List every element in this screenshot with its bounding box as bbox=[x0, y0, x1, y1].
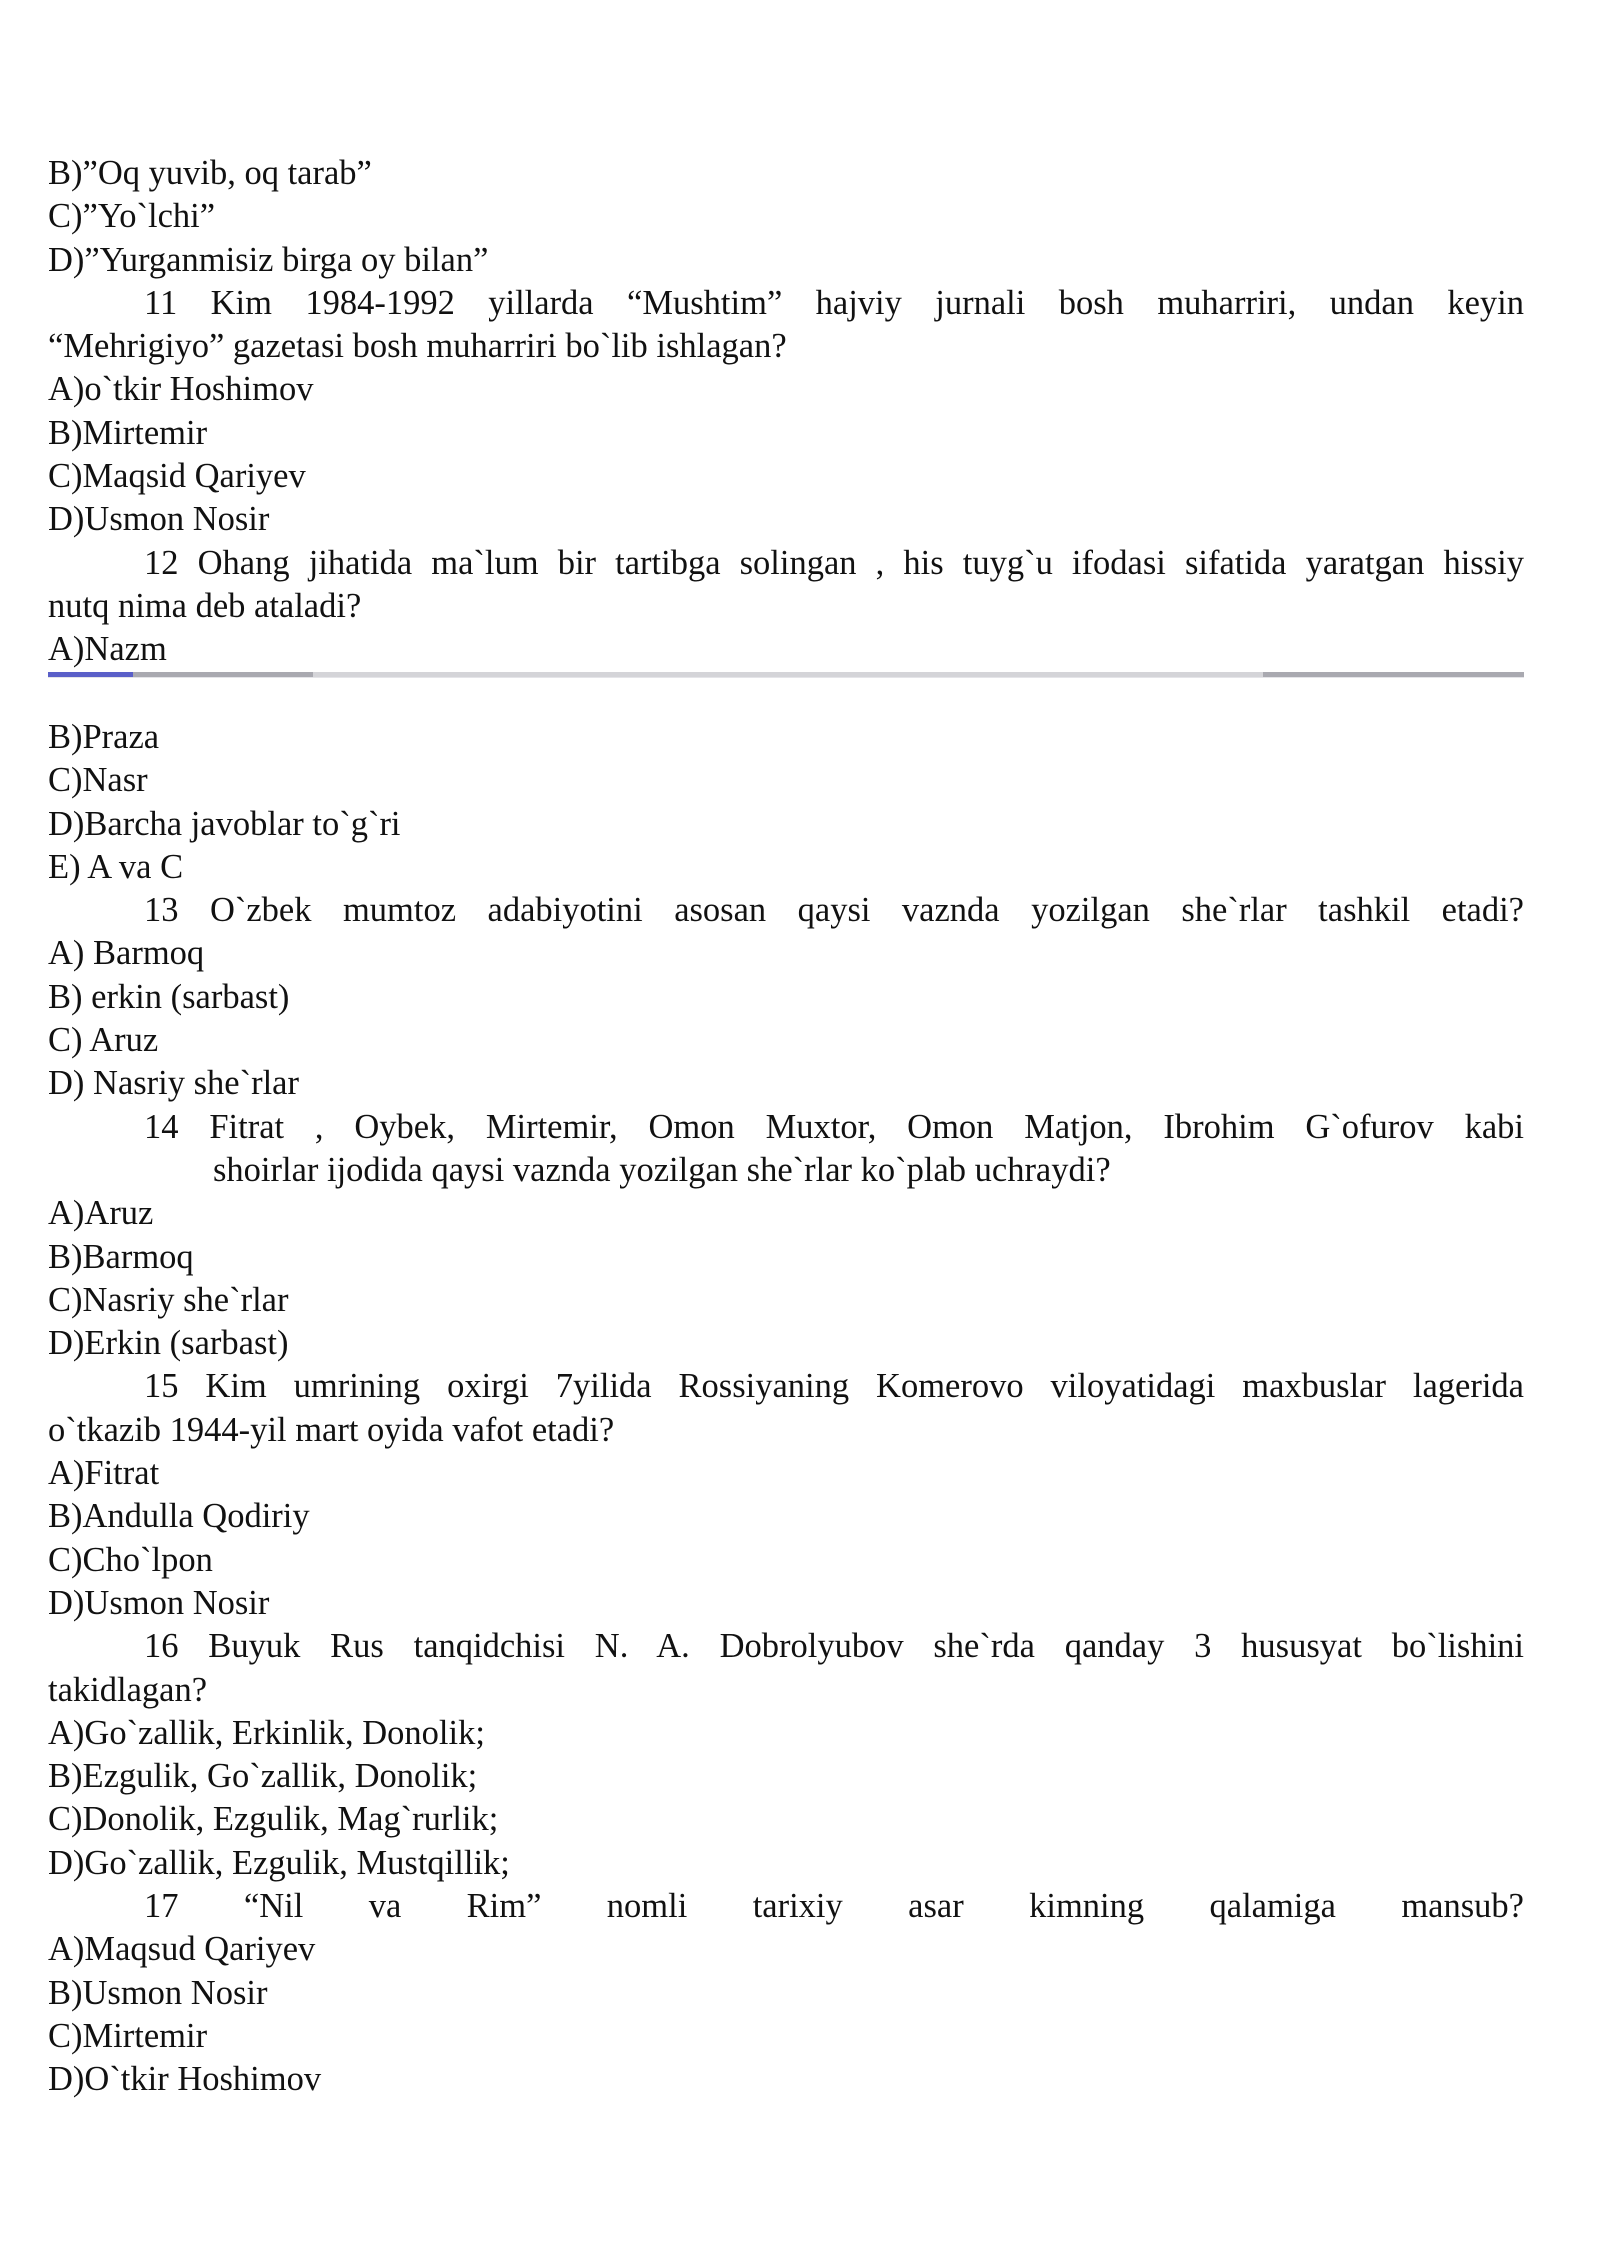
question-14-text-cont: shoirlar ijodida qaysi vaznda yozilgan she`rlar ko`plab uchraydi? bbox=[213, 1150, 1111, 1189]
answer-option: B)Ezgulik, Go`zallik, Donolik; bbox=[48, 1757, 478, 1796]
answer-option: C)Cho`lpon bbox=[48, 1540, 213, 1579]
question-11-text: 11 Kim 1984-1992 yillarda “Mushtim” hajviy jurnali bosh muharriri, undan keyin bbox=[144, 283, 1524, 322]
answer-option: B)Usmon Nosir bbox=[48, 1973, 268, 2012]
answer-option: C)Maqsid Qariyev bbox=[48, 457, 306, 496]
answer-option: C)Nasriy she`rlar bbox=[48, 1280, 289, 1319]
question-17-text: 17 “Nil va Rim” nomli tarixiy asar kimning qalamiga mansub? bbox=[144, 1887, 1524, 1926]
question-12-text: 12 Ohang jihatida ma`lum bir tartibga solingan , his tuyg`u ifodasi sifatida yaratgan hissiy bbox=[144, 543, 1524, 582]
page-bottom-section bbox=[48, 716, 1524, 2102]
answer-option: B)Andulla Qodiriy bbox=[48, 1497, 310, 1536]
question-16-text: 16 Buyuk Rus tanqidchisi N. A. Dobrolyubov she`rda qanday 3 hususyat bo`lishini bbox=[144, 1627, 1524, 1666]
page-top-section bbox=[48, 152, 1524, 672]
answer-option: A)Fitrat bbox=[48, 1454, 160, 1493]
question-15-text: 15 Kim umrining oxirgi 7yilida Rossiyaning Komerovo viloyatidagi maxbuslar lagerida bbox=[144, 1367, 1524, 1406]
answer-option: B) erkin (sarbast) bbox=[48, 977, 290, 1016]
question-11-text-cont: “Mehrigiyo” gazetasi bosh muharriri bo`lib ishlagan? bbox=[48, 327, 787, 366]
answer-option: C)”Yo`lchi” bbox=[48, 197, 216, 236]
page-break-separator bbox=[48, 670, 1524, 680]
question-15-text-cont: o`tkazib 1944-yil mart oyida vafot etadi? bbox=[48, 1410, 615, 1449]
answer-option: A) Barmoq bbox=[48, 934, 205, 973]
answer-option: D)O`tkir Hoshimov bbox=[48, 2060, 322, 2099]
question-13-text: 13 O`zbek mumtoz adabiyotini asosan qaysi vaznda yozilgan she`rlar tashkil etadi? bbox=[144, 891, 1524, 930]
answer-option: B)”Oq yuvib, oq tarab” bbox=[48, 154, 372, 192]
question-14-text: 14 Fitrat , Oybek, Mirtemir, Omon Muxtor, Omon Matjon, Ibrohim G`ofurov kabi bbox=[144, 1107, 1524, 1146]
answer-option: C)Nasr bbox=[48, 761, 148, 800]
answer-option: C)Mirtemir bbox=[48, 2016, 208, 2055]
answer-option: A)Go`zallik, Erkinlik, Donolik; bbox=[48, 1713, 485, 1752]
answer-option: D)Usmon Nosir bbox=[48, 500, 270, 539]
answer-option: D)”Yurganmisiz birga oy bilan” bbox=[48, 240, 489, 279]
answer-option: B)Praza bbox=[48, 718, 160, 756]
answer-option: B)Barmoq bbox=[48, 1237, 194, 1276]
answer-option: A)Nazm bbox=[48, 630, 167, 669]
answer-option: C)Donolik, Ezgulik, Mag`rurlik; bbox=[48, 1800, 499, 1839]
answer-option: A)Aruz bbox=[48, 1194, 154, 1233]
answer-option: D)Go`zallik, Ezgulik, Mustqillik; bbox=[48, 1843, 510, 1882]
answer-option: A)o`tkir Hoshimov bbox=[48, 370, 314, 409]
answer-option: A)Maqsud Qariyev bbox=[48, 1930, 316, 1969]
answer-option: D)Erkin (sarbast) bbox=[48, 1324, 289, 1363]
question-16-text-cont: takidlagan? bbox=[48, 1670, 208, 1709]
answer-option: C) Aruz bbox=[48, 1021, 159, 1060]
answer-option: D)Usmon Nosir bbox=[48, 1583, 270, 1622]
answer-option: E) A va C bbox=[48, 847, 184, 886]
answer-option: D)Barcha javoblar to`g`ri bbox=[48, 804, 401, 843]
answer-option: B)Mirtemir bbox=[48, 413, 208, 452]
question-12-text-cont: nutq nima deb ataladi? bbox=[48, 586, 362, 625]
answer-option: D) Nasriy she`rlar bbox=[48, 1064, 299, 1103]
